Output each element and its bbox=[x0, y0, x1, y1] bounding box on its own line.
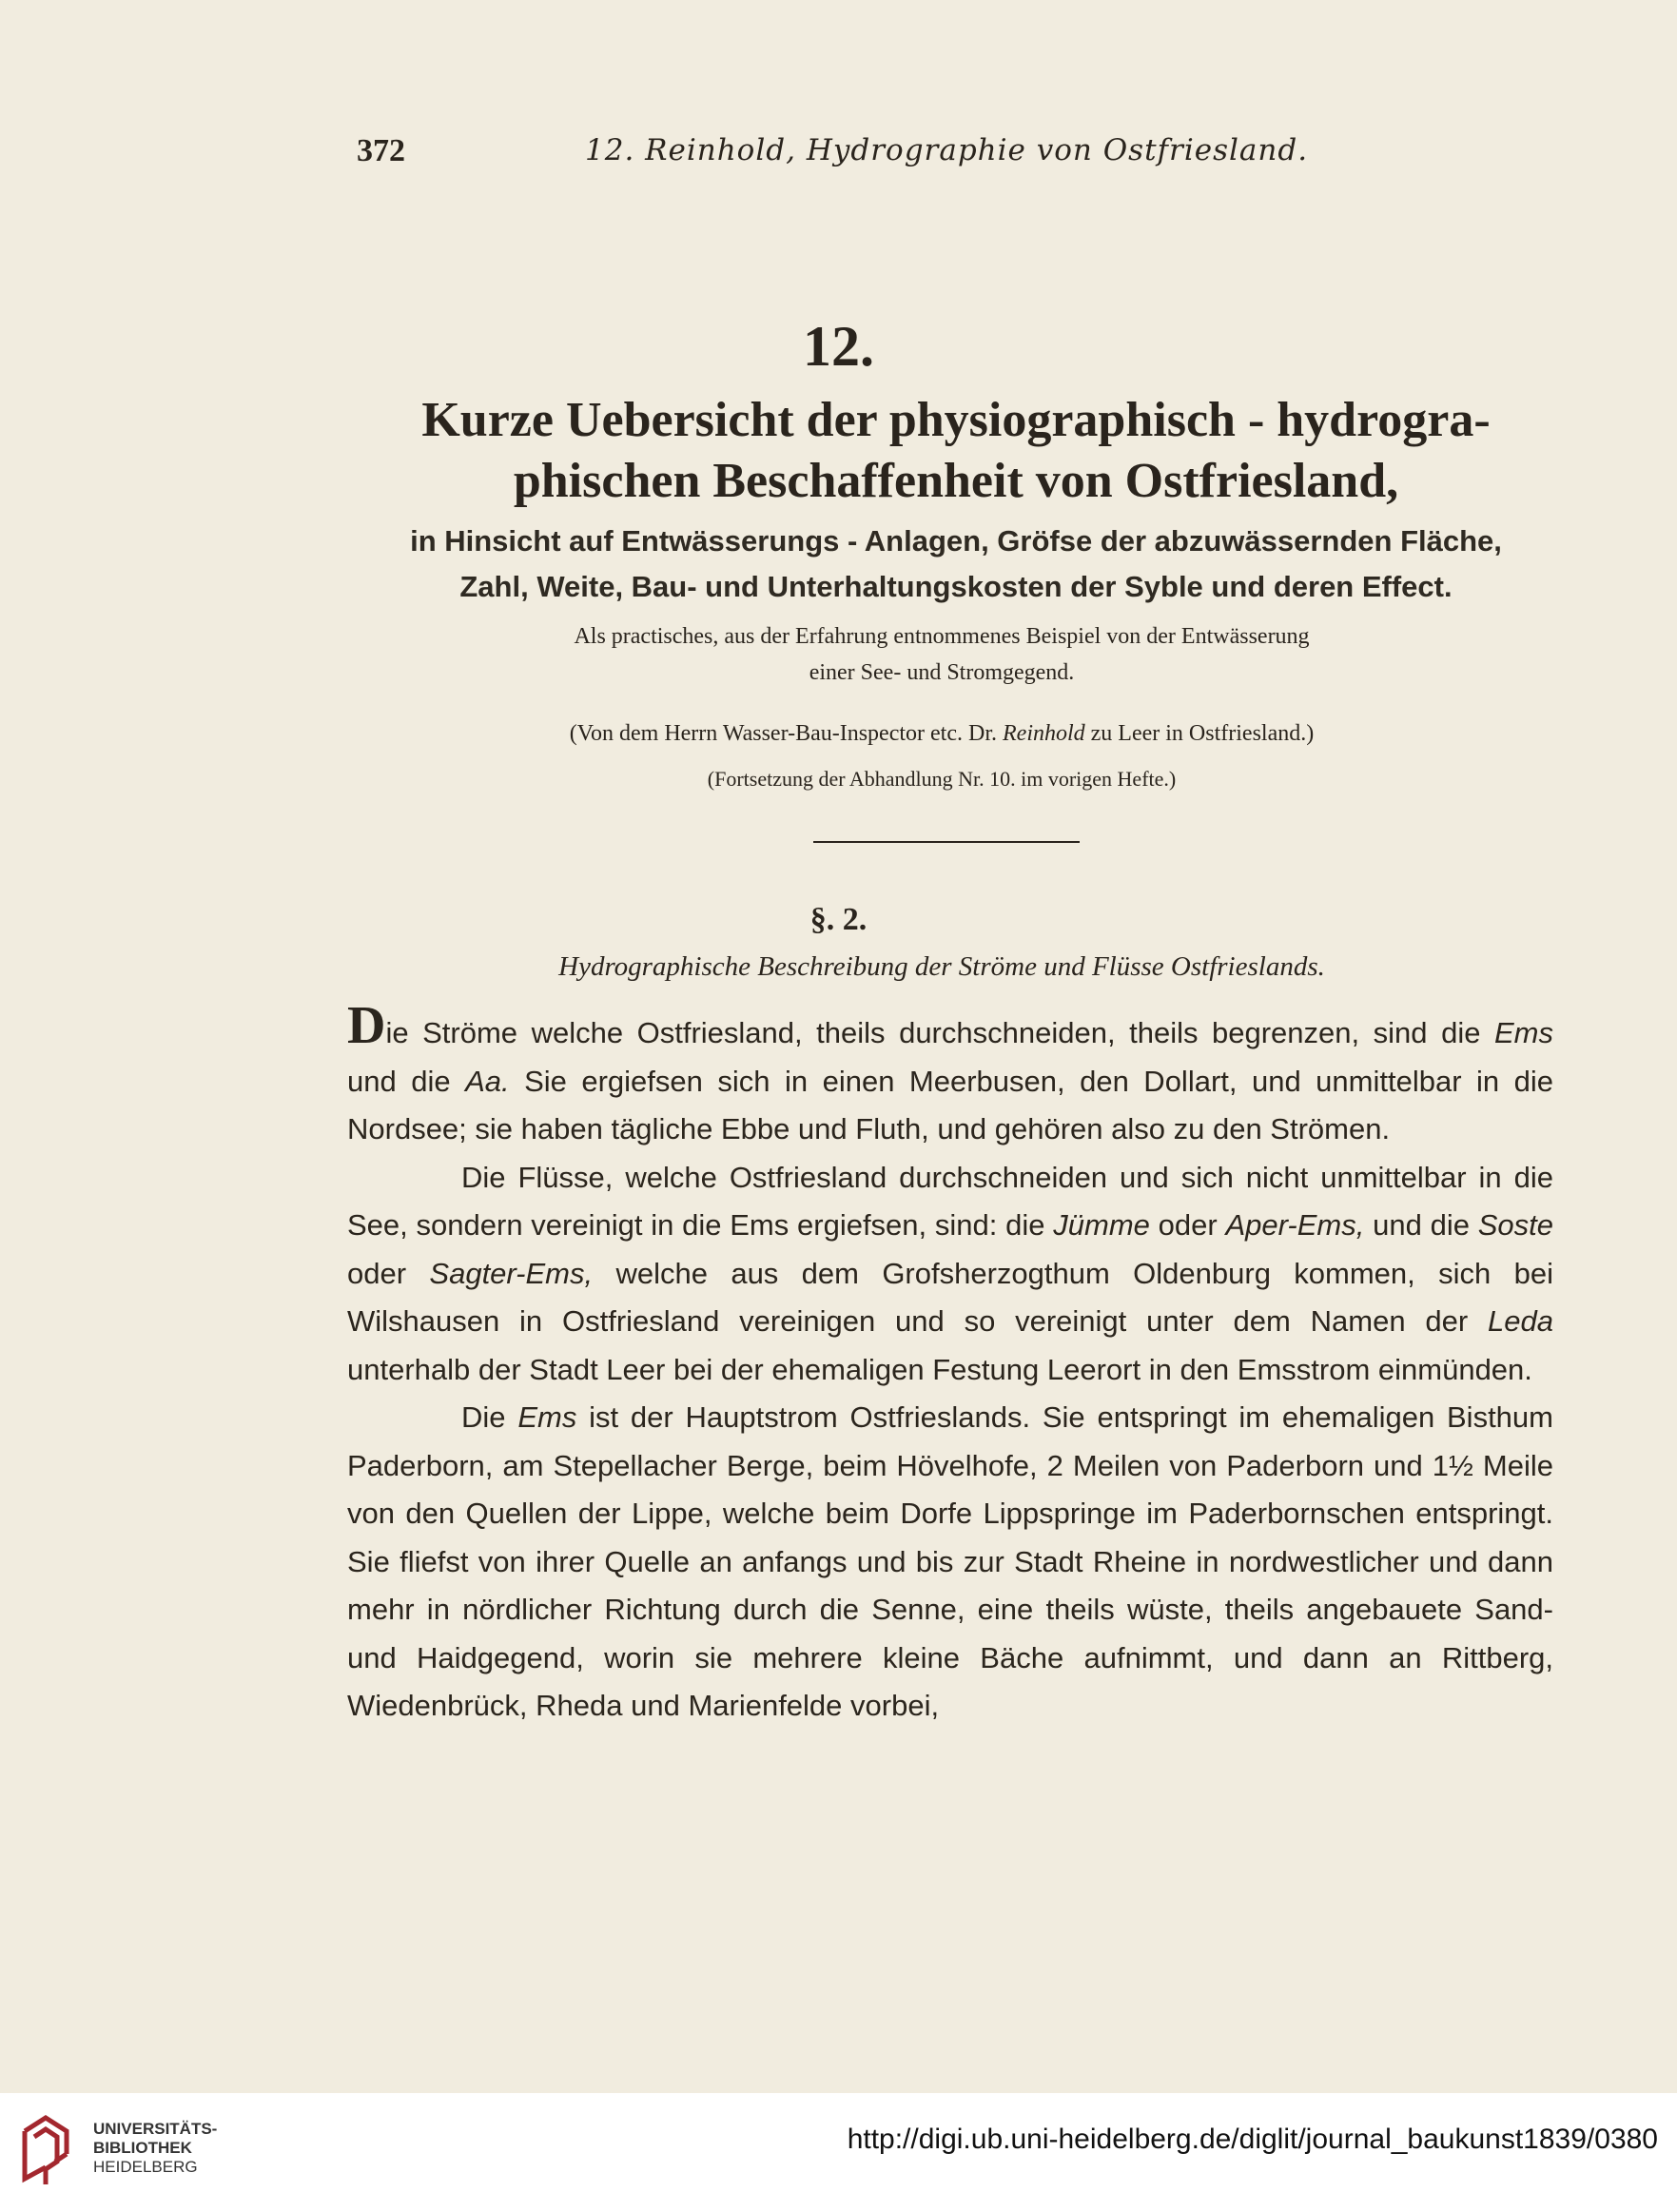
article-subtitle bbox=[338, 519, 1574, 610]
text-run: oder bbox=[347, 1256, 430, 1290]
author-suffix: zu Leer in Ostfriesland.) bbox=[1090, 721, 1315, 746]
note-line-1: Als practisches, aus der Erfahrung entnommenes Beispiel von der Entwässerung bbox=[574, 624, 1310, 649]
italic-term: Aa. bbox=[465, 1064, 510, 1098]
text-run: oder bbox=[1149, 1208, 1226, 1242]
library-name-line-2: BIBLIOTHEK bbox=[93, 2139, 192, 2157]
section-number: §. 2. bbox=[809, 902, 868, 937]
text-run: und die bbox=[1364, 1208, 1478, 1242]
italic-term: Sagter-Ems, bbox=[429, 1256, 594, 1290]
text-run: ie Ströme welche Ostfriesland, theils durchschneiden, theils begrenzen, sind die bbox=[385, 1016, 1494, 1049]
text-run: Die bbox=[461, 1400, 518, 1434]
library-logo-icon bbox=[17, 2112, 84, 2190]
italic-term: Aper-Ems, bbox=[1225, 1208, 1365, 1242]
author-name: Reinhold bbox=[1003, 721, 1085, 746]
text-run: unterhalb der Stadt Leer bei der ehemaligen Festung Leerort in den Emsstrom einmünden. bbox=[347, 1352, 1532, 1386]
text-run: welche aus dem Grofsherzogthum Oldenburg kommen, sich bei Wilshausen in Ostfriesland vereinigen und so vereinigt unter dem Namen der bbox=[347, 1256, 1553, 1338]
library-name-line-1: UNIVERSITÄTS- bbox=[93, 2120, 218, 2138]
separator-rule bbox=[813, 841, 1080, 843]
note-line-2: einer See- und Stromgegend. bbox=[809, 660, 1075, 685]
text-run: Sie ergiefsen sich in einen Meerbusen, den Dollart, und unmittelbar in die Nordsee; sie haben tägliche Ebbe und Fluth, und gehören also zu den Strömen. bbox=[347, 1064, 1553, 1145]
text-run: ist der Hauptstrom Ostfrieslands. Sie entspringt im ehemaligen Bisthum Paderborn, am Stepellacher Berge, beim Hövelhofe, 2 Meilen von Paderborn und 1½ Meile von den Quellen der Lippe, welche beim Dorfe Lippspringe im Paderbornschen entspringt. Sie fliefst von ihrer Quelle an anfangs und bis zur Stadt Rheine in nordwestlicher und dann mehr in nördlicher Richtung durch die Senne, eine theils wüste, theils angebauete Sand- und Haidgegend, worin sie mehrere kleine Bäche aufnimmt, und dann an Rittberg, Wiedenbrück, Rheda und Marienfelde vorbei, bbox=[347, 1400, 1553, 1722]
paragraph-2 bbox=[347, 1154, 1553, 1395]
source-url-link[interactable]: http://digi.ub.uni-heidelberg.de/diglit/journal_baukunst1839/0380 bbox=[847, 2124, 1658, 2155]
author-prefix: (Von dem Herrn Wasser-Bau-Inspector etc. Dr. bbox=[569, 721, 997, 746]
subtitle-line-2: Zahl, Weite, Bau- und Unterhaltungskosten der Syble und deren Effect. bbox=[459, 570, 1453, 603]
subtitle-line-1: in Hinsicht auf Entwässerungs - Anlagen, Gröfse der abzuwässernden Fläche, bbox=[410, 524, 1502, 558]
italic-term: Soste bbox=[1477, 1208, 1553, 1242]
running-head-title: 12. Reinhold, Hydrographie von Ostfriesland. bbox=[585, 133, 1309, 167]
library-footer bbox=[0, 2093, 1677, 2212]
italic-term: Leda bbox=[1488, 1304, 1553, 1338]
text-run: und die bbox=[347, 1064, 466, 1098]
library-name-line-3: HEIDELBERG bbox=[93, 2158, 198, 2176]
paragraph-1 bbox=[347, 996, 1553, 1154]
practical-example-note bbox=[409, 618, 1474, 691]
author-credit bbox=[409, 715, 1474, 752]
page-number: 372 bbox=[357, 133, 405, 168]
title-line-2: phischen Beschaffenheit von Ostfriesland, bbox=[513, 454, 1399, 508]
italic-term: Jümme bbox=[1053, 1208, 1150, 1242]
text-run: Die Flüsse, welche Ostfriesland durchschneiden und sich nicht unmittelbar in die See, sondern vereinigt in die Ems ergiefsen, sind: die bbox=[347, 1160, 1553, 1242]
body-text bbox=[347, 996, 1553, 1731]
drop-cap: D bbox=[347, 996, 386, 1055]
continuation-note: (Fortsetzung der Abhandlung Nr. 10. im vorigen Hefte.) bbox=[707, 767, 1177, 791]
article-number: 12. bbox=[803, 315, 874, 378]
section-title: Hydrographische Beschreibung der Ströme und Flüsse Ostfrieslands. bbox=[558, 951, 1325, 982]
italic-term: Ems bbox=[517, 1400, 577, 1434]
italic-term: Ems bbox=[1494, 1016, 1553, 1049]
library-name bbox=[93, 2120, 217, 2177]
article-title bbox=[342, 390, 1570, 512]
paragraph-3 bbox=[347, 1394, 1553, 1731]
title-line-1: Kurze Uebersicht der physiographisch - hydrogra- bbox=[421, 393, 1491, 447]
